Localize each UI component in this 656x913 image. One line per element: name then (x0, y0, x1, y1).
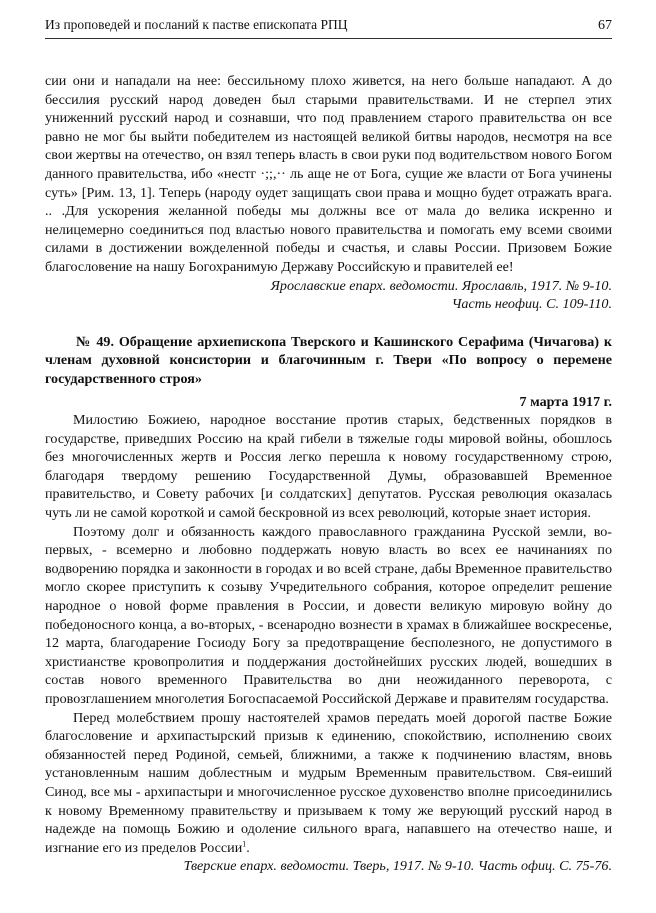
doc49-source: Тверские епарх. ведомости. Тверь, 1917. № 9-10. Часть офиц. С. 75-76. (183, 858, 612, 875)
running-title: Из проповедей и посланий к пастве епископата РПЦ (45, 17, 348, 32)
doc48-source-line-2: Часть неофиц. С. 109-110. (451, 296, 612, 313)
page-body (45, 72, 612, 876)
doc48-continuation: сии они и нападали на нее: бессильному плохо живется, на него больше нападают. А до бессилия русский народ доведен был старыми правительствами. И не стерпел этих униженний русский народ и сознавши, что под правлением старого правительства он все равно не мог бы выйти победителем из настоящей великой битвы народов, несмотря на все свои жертвы на отечество, он взял теперь власть в свои руки под водительством нового Богом данного правительства, ибо «нестг ·;;,·· ль аще не от Бога, сущие же власти от Бога учинены суть» [Рим. 13, 1]. Теперь (народу оудет защищать свои права и мощно будет отражать врага. .. .Для ускорения желанной победы мы должны все от мала до велика искренно и нелицемерно соединиться под властью нового правительства и помогать ему всеми своими силами в достижении вожделенной победы и счастья, и славы России. Призовем Божие благословение на нашу Богохранимую Державу Российскую и правителей ее! (45, 73, 612, 275)
doc48-source-line-1: Ярославские епарх. ведомости. Ярославль, 1917. № 9-10. (270, 277, 612, 294)
doc49-title: № 49. Обращение архиепископа Тверского и Кашинского Серафима (Чичагова) к членам духовной консистории и благочинным г. Твери «По вопросу о перемене государственного строя» (45, 333, 612, 387)
footnote-marker: 1 (242, 839, 247, 849)
doc49-date: 7 марта 1917 г. (519, 393, 612, 410)
doc49-paragraph-2: Поэтому долг и обязанность каждого православного гражданина Русской земли, во-первых, - всемерно и любовно поддержать новую власть во всех ее начинаниях по водворению порядка и законности в городах и во всей стране, дабы Временное правительство могло скорее приступить к созыву Учредительного собрания, которое определит решение народное о новой форме правления в России, и довести великую мировую войну до победоносного конца, а во-вторых, - всенародно вознести в храмах в ближайшее воскресенье, 12 марта, благодарение Госиоду Богу за предотвращение бесполезного, не допустимого в христианстве кровопролития и поддержания достойнейших русских людей, вошедших в состав нового временного Правительства во дни неожиданного переворота, с провозглашением многолетия Богоспасаемой Российской Державе и правителям государства. (45, 523, 612, 707)
doc49-paragraph-3: Перед молебствием прошу настоятелей храмов передать моей дорогой пастве Божие благословение и архипастырский призыв к единению, спокойствию, исполнению своих обязанностей перед Родиной, семьей, ближними, а также к подчинению властям, вновь установленным нашим доблестным и мудрым Временным правительством. Свя-еиший Синод, все мы - архипастыри и многочисленное русское духовенство вполне присоединились к новому Временному правительству и призываем к тому же верующий русский народ в надежде на помощь Божию и одоление сильного врага, напавшего на отечество наше, и изгнание его из пределов России$^1$. (45, 709, 612, 856)
doc49-paragraph-1: Милостию Божиею, народное восстание против старых, бедственных порядков в государстве, приведших Россию на край гибели в тяжелые годы мировой войны, обошлось без многочисленных жертв и Россия легко перешла к новому государственному строю, благодаря твердому решению Государственной Думы, образовавшей Временное правительство, и Совету рабочих [и солдатских] депутатов. Русская революция оказалась чуть ли не самой короткой и самой бескровной из всех революций, которые знает история. (45, 412, 612, 522)
doc49-paragraph-3-text: Перед молебствием прошу настоятелей храмов передать моей дорогой пастве Божие благословение и архипастырский призыв к единению, спокойствию, исполнению своих обязанностей перед Родиной, семьей, ближними, а также к подчинению властям, вновь установленным нашим доблестным и мудрым Временным правительством. Свя-еиший Синод, все мы - архипастыри и многочисленное русское духовенство вполне присоединились к новому Временному правительству и призываем к тому же верующий русский народ в надежде на помощь Божию и одоление сильного врага, напавшего на отечество наше, и изгнание его из пределов России (45, 709, 612, 856)
running-header (45, 16, 612, 39)
page-number: 67 (598, 18, 612, 33)
